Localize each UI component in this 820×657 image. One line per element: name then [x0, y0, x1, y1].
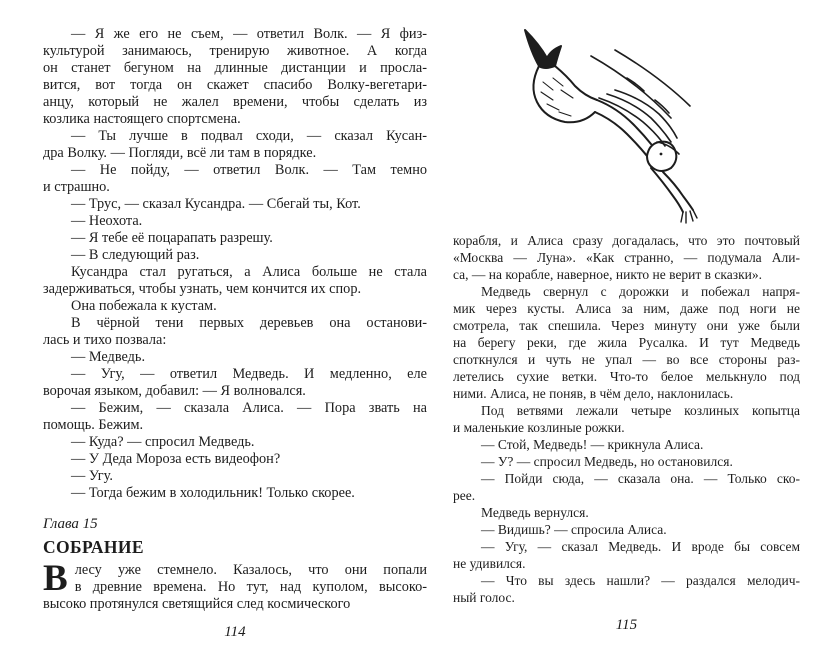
paragraph [43, 196, 427, 213]
chapter-label: Глава 15 [43, 516, 98, 532]
mermaid-head [647, 142, 676, 171]
paragraph [43, 213, 427, 230]
text-line: лась и тихо позвала: [43, 332, 167, 348]
text-line: са, — на корабле, наверное, никто не верит в сказки». [453, 267, 763, 282]
dropcap-letter: В [43, 558, 68, 599]
paragraph [453, 572, 800, 606]
paragraph [43, 26, 427, 128]
text-line: — Бежим, — сказала Алиса. — Пора звать на [71, 400, 427, 416]
tail-hatching [541, 78, 573, 116]
chapter-heading [43, 515, 427, 558]
text-line: — Видишь? — спросила Алиса. [481, 522, 667, 537]
text-line: смотрела, так спешила. Через минуту они уже были [453, 318, 800, 333]
text-line: он станет бегуном на длинные дистанции и просла- [43, 60, 427, 76]
diving-mermaid-drawing [487, 24, 787, 230]
text-line: — Пойди сюда, — сказала она. — Только ско- [481, 471, 800, 486]
text-line: споткнулся и чуть не упал — во все стороны раз- [453, 352, 800, 367]
text-line: дра Волку. — Погляди, всё ли там в порядке. [43, 145, 317, 161]
dropcap-paragraph [43, 558, 427, 613]
text-line: — Не пойду, — ответил Волк. — Там темно [71, 162, 427, 178]
chapter-title: СОБРАНИЕ [43, 537, 145, 557]
text-line: культурой занимаюсь, тренирую животное. А когда [43, 43, 427, 59]
text-line: — У Деда Мороза есть видеофон? [71, 451, 281, 467]
text-line: и маленькие козлиные рожки. [453, 420, 625, 435]
text-line: на берегу реки, где жила Русалка. И тут Медведь [453, 335, 800, 350]
mermaid-tail-fluke [525, 30, 561, 68]
paragraph [453, 436, 800, 453]
paragraph [43, 349, 427, 366]
paragraph [43, 230, 427, 247]
text-line: — Угу. [71, 468, 113, 484]
text-line: летелись сухие ветки. Что-то белое мелькнуло под [453, 369, 800, 384]
text-line: Медведь свернул с дорожки и побежал напря- [481, 284, 800, 299]
text-line: — У? — спросил Медведь, но остановился. [481, 454, 733, 469]
text-line: — Угу, — сказал Медведь. И вроде бы совсем [481, 539, 800, 554]
paragraph [43, 298, 427, 315]
text-line: — Медведь. [71, 349, 146, 365]
text-line: анцу, который не жалел времени, чтобы сделать из [43, 94, 427, 110]
text-line: ними. Алиса, не поняв, в чём дело, наклонилась. [453, 386, 734, 401]
text-line: — Что вы здесь нашли? — раздался мелодич- [481, 573, 800, 588]
mermaid-hands [681, 210, 697, 223]
paragraph [43, 264, 427, 298]
paragraph [453, 453, 800, 470]
paragraph [453, 402, 800, 436]
text-line: Она побежала к кустам. [71, 298, 217, 314]
paragraph [43, 468, 427, 485]
page-right [453, 26, 800, 634]
text-line: помощь. Бежим. [43, 417, 144, 433]
mermaid-illustration [453, 26, 800, 232]
text-line: — В следующий раз. [71, 247, 200, 263]
text-line: В чёрной тени первых деревьев она останови- [71, 315, 427, 331]
left-text-column [43, 26, 427, 502]
text-line: лесу уже стемнело. Казалось, что они попали [74, 562, 427, 578]
paragraph [453, 538, 800, 572]
paragraph [43, 400, 427, 434]
text-line: мик через кусты. Алиса за ним, даже под ноги не [453, 301, 800, 316]
paragraph [453, 232, 800, 283]
paragraph [43, 162, 427, 196]
text-line: Под ветвями лежали четыре козлиных копытца [481, 403, 800, 418]
speed-lines-icon [591, 50, 690, 118]
text-line: козлика настоящего спортсмена. [43, 111, 241, 127]
paragraph [453, 283, 800, 402]
text-line: рее. [453, 488, 476, 503]
paragraph [43, 128, 427, 162]
paragraph [43, 315, 427, 349]
text-line: — Куда? — спросил Медведь. [71, 434, 255, 450]
paragraph [43, 451, 427, 468]
text-line: ный голос. [453, 590, 515, 605]
paragraph [43, 366, 427, 400]
paragraph [453, 470, 800, 504]
text-line: не удивился. [453, 556, 526, 571]
page-number-right: 115 [615, 617, 638, 633]
paragraph [453, 521, 800, 538]
paragraph [43, 247, 427, 264]
text-line: Медведь вернулся. [481, 505, 589, 520]
text-line: — Тогда бежим в холодильник! Только скорее. [71, 485, 355, 501]
text-line: — Ты лучше в подвал сходи, — сказал Кусан- [71, 128, 427, 144]
paragraph [43, 485, 427, 502]
text-line: — Я же его не съем, — ответил Волк. — Я физ- [71, 26, 427, 42]
text-line: задерживаться, чтобы узнать, чем кончится их спор. [43, 281, 362, 297]
text-line: — Стой, Медведь! — крикнула Алиса. [481, 437, 704, 452]
right-text-column [453, 232, 800, 606]
text-line: высоко протянулся светящийся след космического [43, 596, 351, 612]
paragraph [453, 504, 800, 521]
text-line: Кусандра стал ругаться, а Алиса больше не стала [71, 264, 427, 280]
text-line: — Трус, — сказал Кусандра. — Сбегай ты, Кот. [71, 196, 361, 212]
text-line: в древние времена. Но тут, над куполом, высоко- [74, 579, 427, 595]
text-line: и страшно. [43, 179, 110, 195]
paragraph [43, 434, 427, 451]
page-number-left: 114 [224, 624, 246, 640]
text-line: «Москва — Луна». «Как странно, — подумала Али- [453, 250, 800, 265]
text-line: корабля, и Алиса сразу догадалась, что это почтовый [453, 233, 800, 248]
text-line: — Неохота. [71, 213, 143, 229]
text-line: — Я тебе её поцарапать разрешу. [71, 230, 273, 246]
text-line: — Угу, — ответил Медведь. И медленно, еле [71, 366, 427, 382]
text-line: ворочая языком, добавил: — Я волновался. [43, 383, 306, 399]
text-line: вится, вот тогда он скажет спасибо Волку-вегетари- [43, 77, 427, 93]
page-left [43, 26, 427, 641]
